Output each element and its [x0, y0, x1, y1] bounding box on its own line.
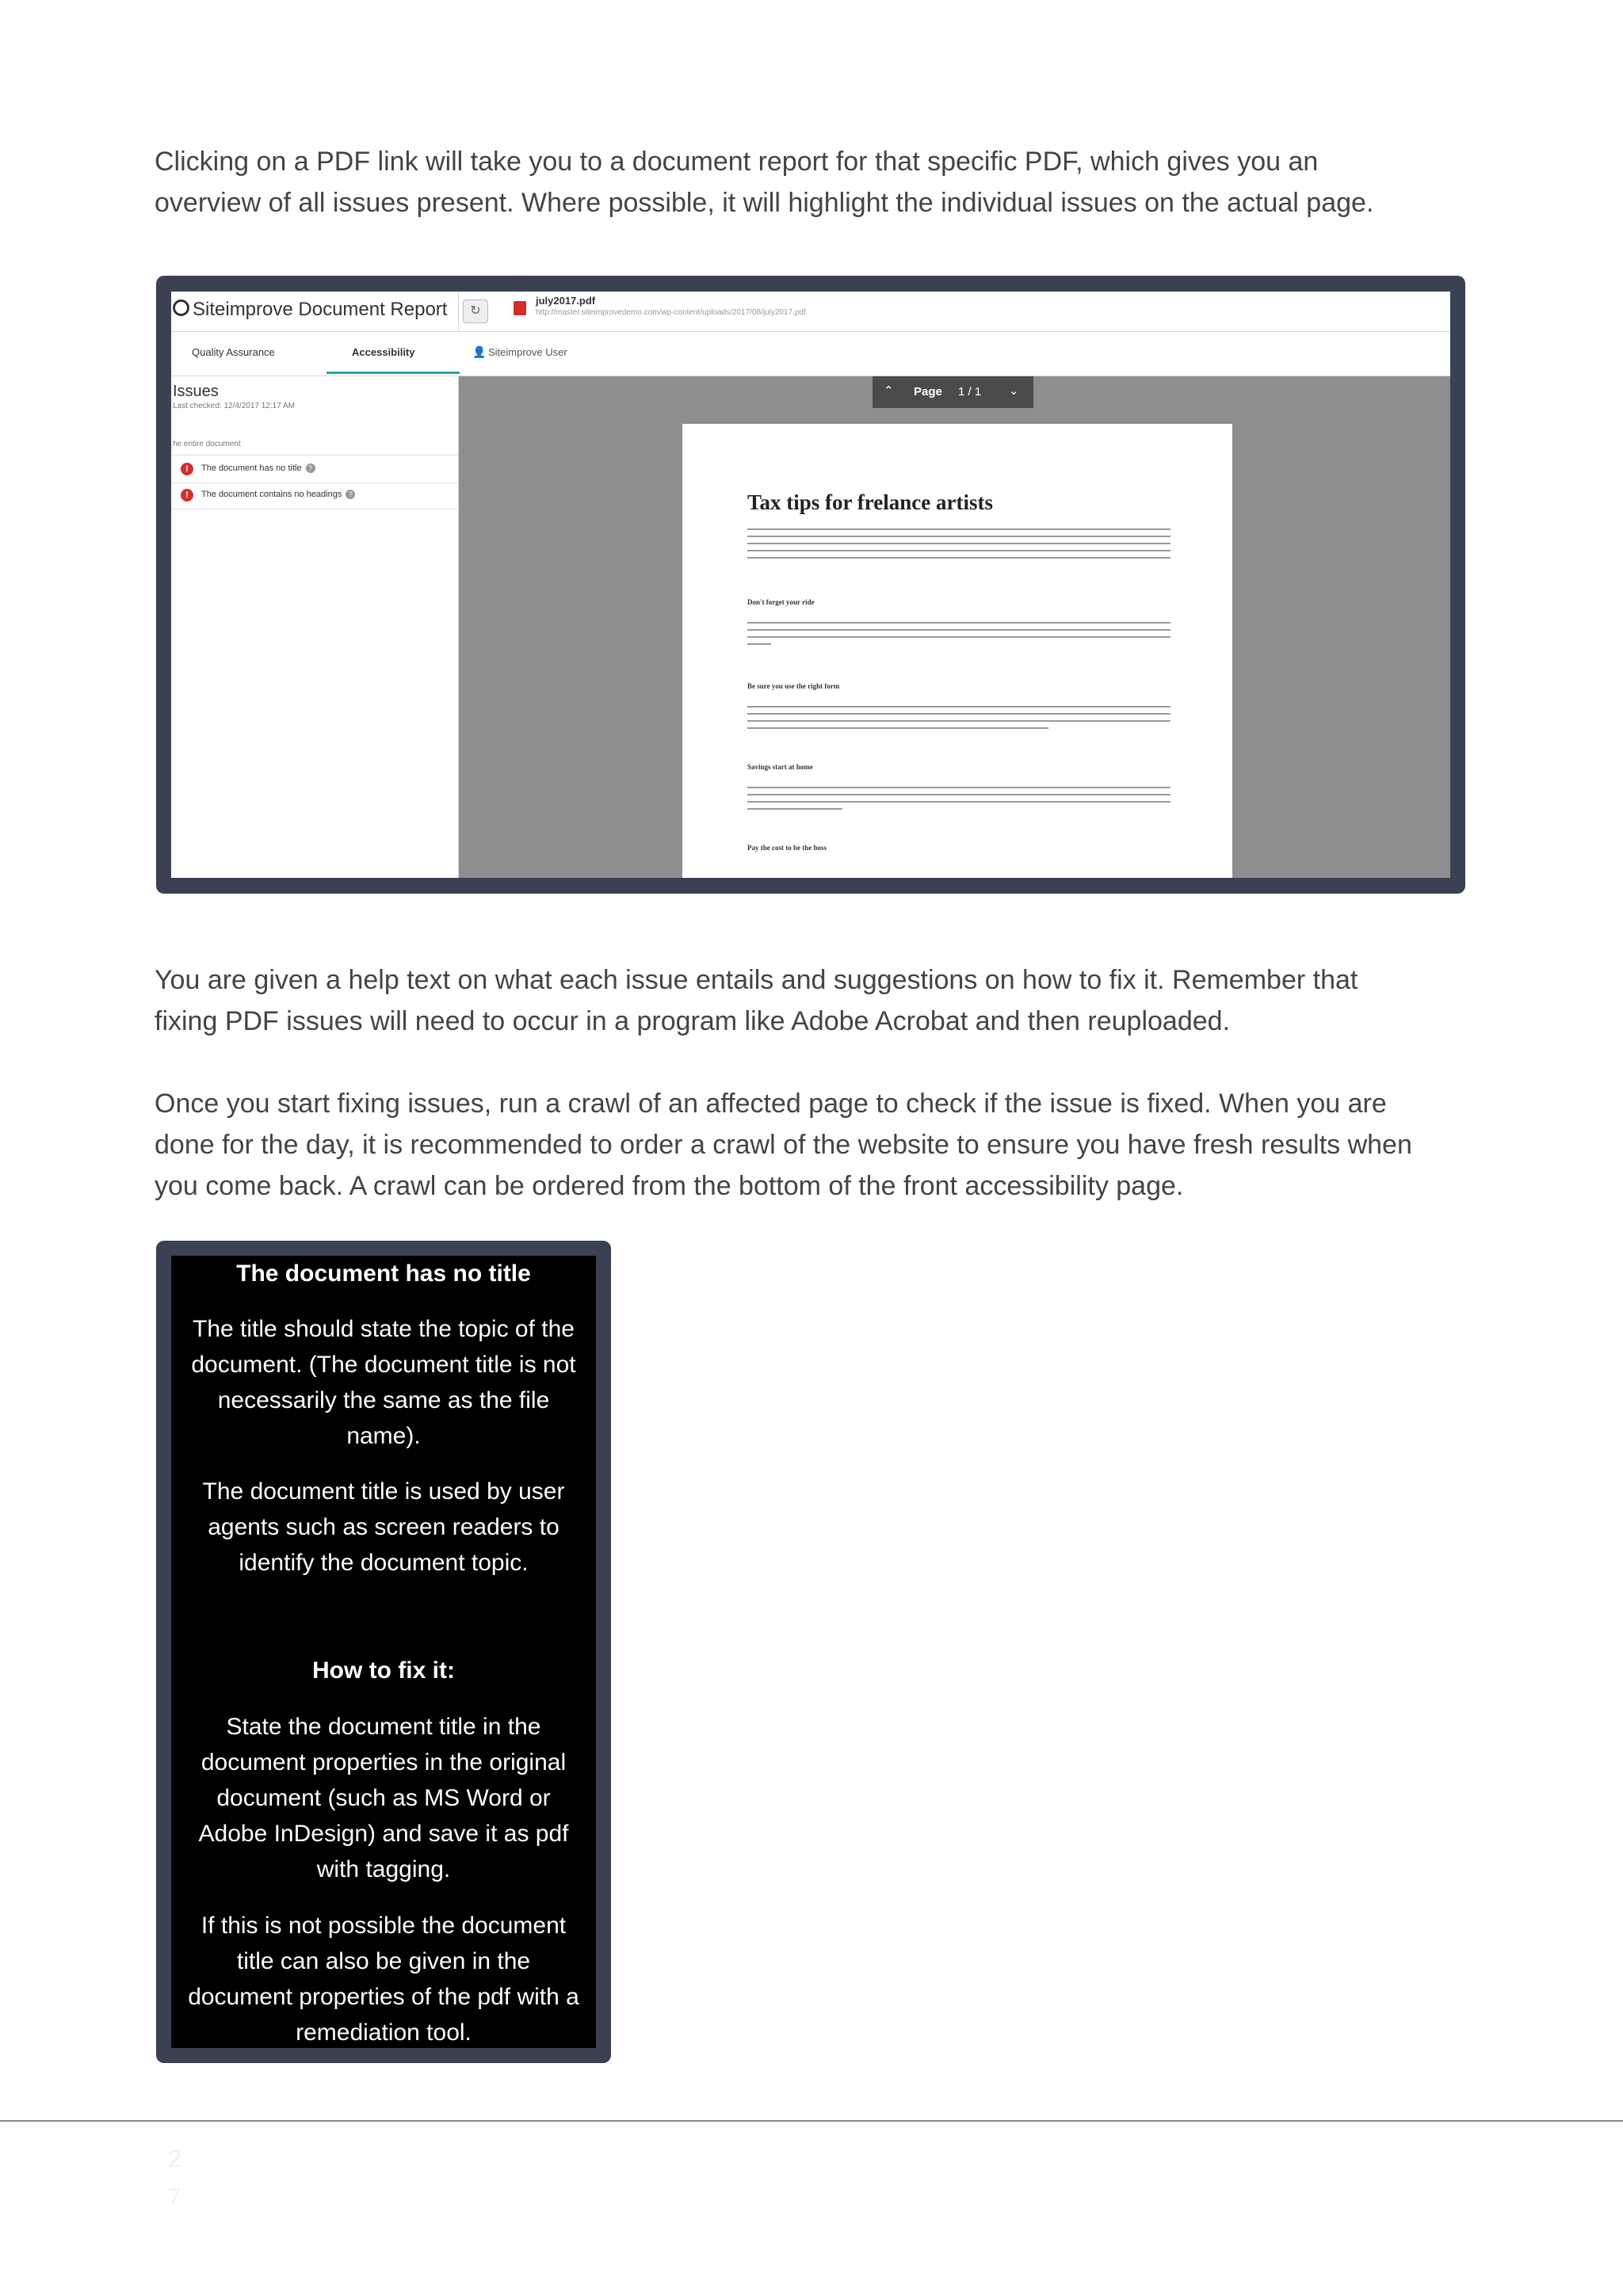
text-line: fixing PDF issues will need to occur in a program like Adobe Acrobat and then reuploaded.: [155, 1006, 1231, 1036]
previous-page-icon[interactable]: ⌃: [884, 384, 894, 398]
active-tab-indicator: [327, 372, 460, 374]
issue-help-screenshot: [156, 1241, 611, 2063]
help-icon[interactable]: ?: [346, 490, 355, 499]
pdf-heading: Savings start at home: [747, 763, 813, 771]
fix-alternative: If this is not possible the document title can also be given in the document properties of the pdf with a remediation tool.: [188, 1913, 579, 2046]
text-line: overview of all issues present. Where possible, it will highlight the individual issues on the actual page.: [155, 188, 1374, 218]
help-tooltip: [171, 1256, 596, 2048]
crawl-paragraph: [155, 1083, 1454, 1207]
text-line: done for the day, it is recommended to order a crawl of the website to ensure you have fresh results when: [155, 1130, 1412, 1160]
fix-instructions: State the document title in the document properties in the original document (such as MS Word or Adobe InDesign) and save it as pdf with tagging.: [198, 1714, 569, 1882]
document-report-screenshot: [156, 276, 1465, 894]
issues-heading: Issues: [173, 383, 219, 400]
issue-item[interactable]: [171, 455, 458, 483]
user-name[interactable]: Siteimprove User: [488, 346, 567, 358]
pdf-heading: Don't forget your ride: [747, 598, 815, 606]
help-usage: The document title is used by user agents such as screen readers to identify the document topic.: [202, 1478, 565, 1576]
pdf-page: [682, 424, 1232, 878]
pdf-paragraph: [747, 528, 1170, 564]
intro-paragraph: [155, 141, 1454, 223]
pdf-paragraph: [747, 622, 1170, 650]
page-number-footer: 2 7: [168, 2146, 181, 2210]
pdf-file-url[interactable]: http://master.siteimprovedemo.com/wp-content/uploads/2017/08/july2017.pdf: [536, 308, 806, 317]
help-title: The document has no title: [236, 1261, 531, 1287]
pdf-heading: Pay the cost to be the boss: [747, 844, 827, 852]
refresh-button[interactable]: ↻: [463, 299, 488, 323]
next-page-icon[interactable]: ⌄: [1009, 384, 1019, 398]
tab-bar: [171, 332, 1450, 376]
text-line: you come back. A crawl can be ordered from the bottom of the front accessibility page.: [155, 1171, 1184, 1201]
last-checked: Last checked: 12/4/2017 12:17 AM: [173, 402, 295, 410]
footer-divider: [0, 2120, 1623, 2122]
page-navigator: [873, 376, 1033, 408]
text-line: Clicking on a PDF link will take you to a document report for that specific PDF, which gives you an: [155, 147, 1319, 177]
text-line: Once you start fixing issues, run a crawl of an affected page to check if the issue is fixed. When you are: [155, 1089, 1387, 1119]
issue-label: The document contains no headings: [201, 490, 342, 499]
issue-item[interactable]: [171, 482, 458, 509]
fix-heading: How to fix it:: [312, 1657, 455, 1684]
page-number: 1 / 1: [958, 385, 982, 399]
user-icon: 👤: [472, 345, 487, 358]
pdf-viewer: [459, 376, 1450, 878]
pdf-file-name[interactable]: july2017.pdf: [536, 295, 596, 307]
siteimprove-logo-icon: [173, 299, 189, 316]
pdf-heading: Be sure you use the right form: [747, 682, 840, 690]
text-line: You are given a help text on what each issue entails and suggestions on how to fix it. Remember that: [155, 965, 1358, 995]
pdf-paragraph: [747, 706, 1170, 734]
help-text-paragraph: [155, 959, 1454, 1042]
pdf-paragraph: [747, 787, 1170, 815]
error-icon: !: [181, 489, 193, 502]
scope-label: he entire document: [173, 440, 241, 448]
page-label: Page: [914, 385, 942, 399]
help-description: The title should state the topic of the document. (The document title is not necessarily the same as the file name).: [191, 1316, 576, 1449]
report-header: [171, 292, 1450, 332]
pdf-file-icon: [514, 301, 526, 315]
error-icon: !: [181, 463, 193, 475]
help-icon[interactable]: ?: [306, 463, 315, 473]
tab-accessibility[interactable]: Accessibility: [352, 346, 415, 358]
issue-label: The document has no title: [201, 463, 302, 473]
pdf-title: Tax tips for frelance artists: [747, 490, 993, 514]
issues-sidebar: [171, 376, 459, 878]
tab-quality-assurance[interactable]: Quality Assurance: [192, 346, 275, 358]
brand-title: Siteimprove Document Report: [173, 299, 447, 321]
